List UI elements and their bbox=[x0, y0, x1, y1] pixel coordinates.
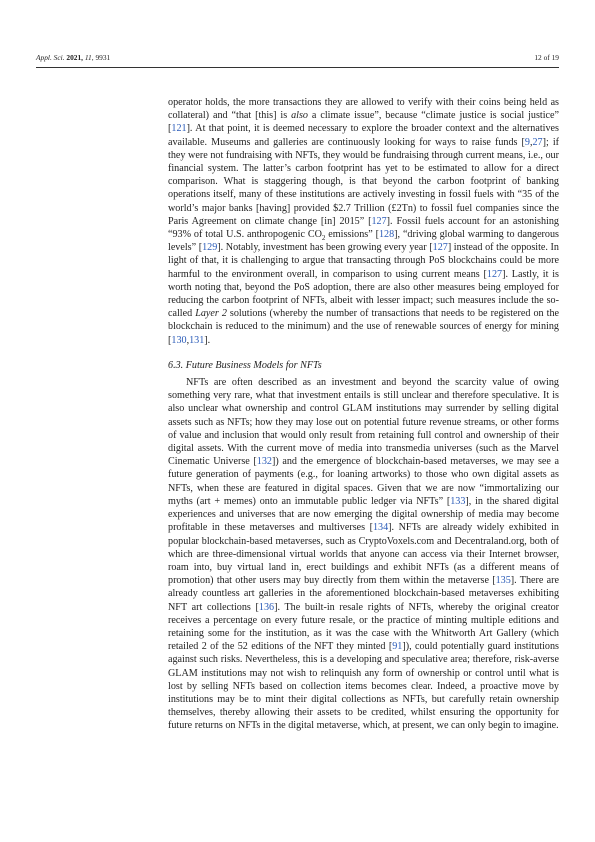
text-run: NFTs are often described as an investment and beyond the scarcity value of owing something very rare, what that investment entails is still unclear and therefore speculative. It is also unclear what ownership and control GLAM institutions may surrender by selling digital assets such as NFTs; how they may lose out on potential future revenue streams, or other forms of value and inclusion that would only result from retaining full control and ownership of their digital assets. With the current move of media into transmedia universes (such as the Marvel Cinematic Universe [ bbox=[168, 377, 559, 468]
paragraph-2 bbox=[168, 376, 559, 732]
citation-link[interactable]: 9 bbox=[524, 136, 530, 148]
text-run: emissions” [ bbox=[325, 229, 379, 241]
header-rule bbox=[36, 67, 559, 68]
journal-year: 2021, bbox=[66, 53, 84, 62]
text-run: ]. bbox=[204, 334, 211, 346]
citation-link[interactable]: 135 bbox=[495, 575, 511, 587]
citation-link[interactable]: 121 bbox=[171, 123, 187, 135]
citation-link[interactable]: 133 bbox=[450, 495, 466, 507]
emphasis: Layer 2 bbox=[195, 308, 227, 320]
section-heading: 6.3. Future Business Models for NFTs bbox=[168, 359, 322, 371]
text-run: ]) and the emergence of blockchain-based metaverses, we may see a future generation of payments (e.g., for loaning artworks) to those who own digital assets as NFTs, when these are featured in digital spaces. Given that we are now “immortalizing our myths (art + memes) onto an immutable public ledger via NFTs” [ bbox=[168, 456, 559, 507]
page-number: 12 of 19 bbox=[534, 53, 559, 62]
text-run: solutions (whereby the number of transactions that needs to be registered on the blockchain is reduced to the minimum) and the use of renewable sources of energy for mining [ bbox=[168, 308, 559, 346]
citation-link[interactable]: 127 bbox=[486, 268, 503, 280]
citation-link[interactable]: 91 bbox=[392, 641, 403, 653]
citation-link[interactable]: 127 bbox=[432, 242, 448, 254]
text-run: ]. NFTs are already widely exhibited in popular blockchain-based metaverses, such as CryptoVoxels.com and Decentraland.org, both of which are three-dimensional virtual worlds that anyone can access via their Internet browser, roam into, buy virtual land in, erect buildings and exhibit NFTs (as a different means of promotion) that other users may buy directly from them within the metaverse [ bbox=[168, 522, 559, 587]
emphasis: also bbox=[291, 110, 308, 122]
text-run: ]; if they were not fundraising with NFTs, they would be fundraising through current means, i.e., our financial system. The latter’s carbon footprint has yet to be estimated to allow for a direct comparison. What is staggering though, is that beyond the carbon footprint of banking operations itself, many of these institutions are actively investing in fossil fuels with “35 of the world’s major banks [having] provided $2.7 Trillion (£2Tn) to fossil fuel companies since the Paris Agreement on climate change [in] 2015” [ bbox=[168, 136, 559, 227]
citation-link[interactable]: 127 bbox=[371, 215, 387, 227]
text-run: ]. The built-in resale rights of NFTs, whereby the original creator receives a percentage on every future resale, or the practice of minting multiple editions and retaining some for the institution, as it was the case with the Whitworth Art Gallery (which retailed 2 of the 52 editions of the NFT they minted [ bbox=[168, 601, 559, 653]
subscript: 2 bbox=[321, 234, 326, 243]
text-run: ]. Lastly, it is worth noting that, beyond the PoS adoption, there are also other measures being employed for reducing the carbon footprint of NFTs, albeit with lesser impact; such measures include the so-called bbox=[168, 268, 559, 320]
text-run: ]. At that point, it is deemed necessary to explore the broader context and the alternatives available. Museums and galleries are continuously looking for ways to raise funds [ bbox=[168, 123, 559, 148]
citation-link[interactable]: 134 bbox=[372, 522, 389, 534]
journal-citation bbox=[36, 53, 110, 62]
article-number: 9931 bbox=[95, 53, 111, 62]
text-run: a climate issue”, because “climate justice is social justice” [ bbox=[168, 110, 559, 135]
text-run: ]), could potentially guard institutions against such risks. Nevertheless, this is a developing and speculative area; therefore, risk-averse GLAM institutions may not wish to relinquish any form of ownership or control until what is lost by selling NFTs based on collection items becomes clear. Indeed, a proactive move by institutions may be to mint their digital collections as NFTs, but carefully retain ownership themselves, thereby allowing their assets to be credited, whilst ensuring the opportunity for future returns on NFTs in the digital metaverse, which, at present, we can only begin to imagine. bbox=[168, 641, 559, 732]
citation-link[interactable]: 131 bbox=[189, 334, 205, 346]
running-header bbox=[36, 53, 559, 65]
text-run: ]. Fossil fuels account for an astonishing “93% of total U.S. anthropogenic CO bbox=[168, 215, 559, 241]
citation-link[interactable]: 132 bbox=[256, 456, 272, 468]
citation-link[interactable]: 27 bbox=[532, 136, 543, 148]
journal-volume: 11, bbox=[84, 53, 94, 62]
paragraph-1: operator holds, the more transactions they are allowed to verify with their coins being held as collateral) and “that [this] is also a climate issue”, because “climate justice is social justice” [121]. At that point, it is deemed necessary to explore the broader context and the alternatives available. Museums and galleries are continuously looking for ways to raise funds [9,27]; if they were not fundraising with NFTs, they would be fundraising through current means, i.e., our financial system. The latter’s carbon footprint has yet to be estimated to allow for a direct comparison. What is staggering though, is that beyond the carbon footprint of banking operations itself, many of these institutions are actively investing in fossil fuels with “35 of the world’s major banks [having] provided $2.7 Trillion (£2Tn) to fossil fuel companies since the Paris Agreement on climate change [in] 2015” [127]. Fossil fuels account for an astonishing “93% of total U.S. anthropogenic $CO_2$ emissions” [128], “driving global warming to dangerous levels” [129]. Notably, investment has been growing every year [127] instead of the opposite. In light of that, it is challenging to argue that transacting through PoS blockchains could be more harmful to the environment overall, in comparison to using current means [127]. Lastly, it is worth noting that, beyond the PoS adoption, there are also other measures being employed for reducing the carbon footprint of NFTs, albeit with lesser impact; such measures include the so-called Layer 2 solutions (whereby the number of transactions that needs to be registered on the blockchain is reduced to the minimum) and the use of renewable sources of energy for mining [130,131]. bbox=[168, 97, 559, 346]
citation-link[interactable]: 136 bbox=[258, 601, 275, 613]
text-run: operator holds, the more transactions they are allowed to verify with their coins being held as collateral) and “that [this] is bbox=[168, 97, 559, 122]
citation-link[interactable]: 130 bbox=[171, 334, 187, 346]
text-run: ], in the shared digital experiences and universes that are now emerging the digital ownership of media may become profitable in these metaverses and multiverses [ bbox=[168, 495, 559, 534]
journal-name: Appl. Sci. bbox=[36, 53, 65, 62]
text-run: ] instead of the opposite. In light of that, it is challenging to argue that transacting through PoS blockchains could be more harmful to the environment overall, in comparison to using current means [ bbox=[168, 242, 559, 280]
text-run: ]. Notably, investment has been growing every year [ bbox=[217, 242, 433, 254]
text-run: ]. There are already countless art galleries in the aforementioned blockchain-based metaverses exhibiting NFT art collections [ bbox=[168, 575, 560, 613]
text-run: ], “driving global warming to dangerous levels” [ bbox=[168, 229, 559, 254]
citation-link[interactable]: 129 bbox=[202, 242, 218, 254]
citation-link[interactable]: 128 bbox=[378, 229, 395, 241]
main-text bbox=[168, 96, 559, 733]
